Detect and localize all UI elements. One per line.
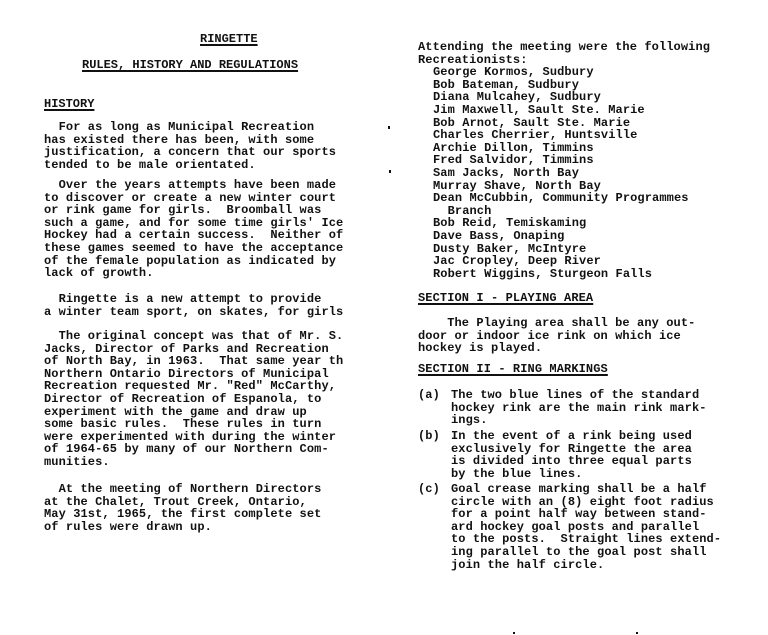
paragraph-line: were experimented with during the winter: [44, 429, 337, 444]
paragraph-line: Hockey had a certain success. Neither of: [44, 228, 344, 243]
paragraph-line: some basic rules. These rules in turn: [44, 417, 322, 432]
paragraph-line: of 1964-65 by many of our Northern Com-: [44, 442, 329, 457]
item-text-line: ings.: [451, 413, 488, 428]
item-text-line: by the blue lines.: [451, 466, 583, 481]
paragraph-line: At the meeting of Northern Directors: [44, 482, 322, 496]
attendee-list-item: Jac Cropley, Deep River: [433, 254, 601, 269]
paragraph-line: justification, a concern that our sports: [44, 145, 337, 160]
scan-speck: [388, 126, 390, 129]
paragraph-line: at the Chalet, Trout Creek, Ontario,: [44, 494, 307, 509]
item-label: (c): [418, 482, 440, 496]
attendee-list-item: Bob Reid, Temiskaming: [433, 216, 587, 231]
paragraph-line: Jacks, Director of Parks and Recreation: [44, 341, 329, 356]
scan-speck: [513, 632, 515, 634]
item-text-line: ard hockey goal posts and parallel: [451, 519, 700, 534]
item-text-line: Goal crease marking shall be a half: [451, 482, 707, 496]
paragraph-line: of the female population as indicated by: [44, 253, 337, 268]
item-text-line: for a point half way between stand-: [451, 507, 707, 522]
section-heading-ring-markings: SECTION II - RING MARKINGS: [418, 362, 608, 376]
section-text-line: door or indoor ice rink on which ice: [418, 328, 681, 343]
paragraph-line: of rules were drawn up.: [44, 519, 212, 534]
paragraph-line: of North Bay, in 1963. That same year th: [44, 354, 344, 369]
scan-speck: [389, 170, 391, 173]
attendee-list-item: Dusty Baker, McIntyre: [433, 241, 587, 256]
paragraph-line: For as long as Municipal Recreation: [44, 120, 315, 134]
section-text-line: The Playing area shall be any out-: [418, 316, 696, 330]
item-text-line: In the event of a rink being used: [451, 429, 692, 443]
document-subtitle: RULES, HISTORY AND REGULATIONS: [82, 58, 299, 72]
item-label: (b): [418, 429, 440, 443]
paragraph-line: or rink game for girls. Broomball was: [44, 203, 322, 218]
section-text-line: hockey is played.: [418, 341, 543, 356]
history-heading: HISTORY: [44, 97, 95, 111]
item-text-line: The two blue lines of the standard: [451, 388, 700, 402]
paragraph-line: such a game, and for some time girls' Ice: [44, 215, 344, 230]
attendee-list-item: Fred Salvidor, Timmins: [433, 153, 594, 168]
paragraph-line: to discover or create a new winter court: [44, 190, 337, 205]
attendee-list-item: Diana Mulcahey, Sudbury: [433, 90, 601, 105]
attendee-list-item: Dean McCubbin, Community Programmes: [433, 191, 689, 206]
attendee-list-item: Robert Wiggins, Sturgeon Falls: [433, 266, 653, 281]
item-text-line: is divided into three equal parts: [451, 454, 692, 469]
paragraph-line: Director of Recreation of Espanola, to: [44, 392, 322, 406]
paragraph-line: munities.: [44, 455, 110, 469]
paragraph-line: has existed there has been, with some: [44, 132, 315, 147]
item-text-line: circle with an (8) eight foot radius: [451, 494, 714, 509]
item-text-line: hockey rink are the main rink mark-: [451, 400, 707, 415]
paragraph-line: Northern Ontario Directors of Municipal: [44, 366, 329, 381]
paragraph-line: The original concept was that of Mr. S.: [44, 329, 344, 343]
item-text-line: exclusively for Ringette the area: [451, 441, 692, 456]
paragraph-line: Ringette is a new attempt to provide: [44, 292, 322, 306]
attendee-list-item: Jim Maxwell, Sault Ste. Marie: [433, 103, 645, 117]
scan-speck: [636, 632, 638, 634]
attendee-list-item: Murray Shave, North Bay: [433, 178, 601, 193]
paragraph-line: Over the years attempts have been made: [44, 178, 337, 192]
paragraph-line: Recreation requested Mr. "Red" McCarthy,: [44, 379, 337, 394]
item-text-line: join the half circle.: [451, 557, 605, 572]
attendee-list-item: Charles Cherrier, Huntsville: [433, 128, 638, 143]
paragraph-line: these games seemed to have the acceptance: [44, 241, 344, 255]
document-title: RINGETTE: [200, 32, 258, 46]
paragraph-line: tended to be male orientated.: [44, 157, 256, 172]
paragraph-line: a winter team sport, on skates, for girls: [44, 304, 344, 319]
attendee-list-item: Archie Dillon, Timmins: [433, 140, 594, 155]
attendee-list-item: Dave Bass, Onaping: [433, 229, 565, 243]
attendee-list-item: Branch: [433, 203, 492, 218]
attending-intro-line: Recreationists:: [418, 52, 528, 67]
attendee-list-item: Bob Arnot, Sault Ste. Marie: [433, 115, 631, 130]
attendee-list-item: George Kormos, Sudbury: [433, 65, 594, 80]
item-label: (a): [418, 388, 440, 402]
paragraph-line: lack of growth.: [44, 266, 154, 281]
paragraph-line: May 31st, 1965, the first complete set: [44, 507, 322, 522]
attendee-list-item: Sam Jacks, North Bay: [433, 166, 580, 180]
item-text-line: ing parallel to the goal post shall: [451, 545, 707, 559]
attendee-list-item: Bob Bateman, Sudbury: [433, 77, 580, 92]
attending-intro-line: Attending the meeting were the following: [418, 40, 711, 54]
paragraph-line: experiment with the game and draw up: [44, 404, 307, 419]
section-heading-playing-area: SECTION I - PLAYING AREA: [418, 291, 594, 305]
item-text-line: to the posts. Straight lines extend-: [451, 532, 722, 547]
